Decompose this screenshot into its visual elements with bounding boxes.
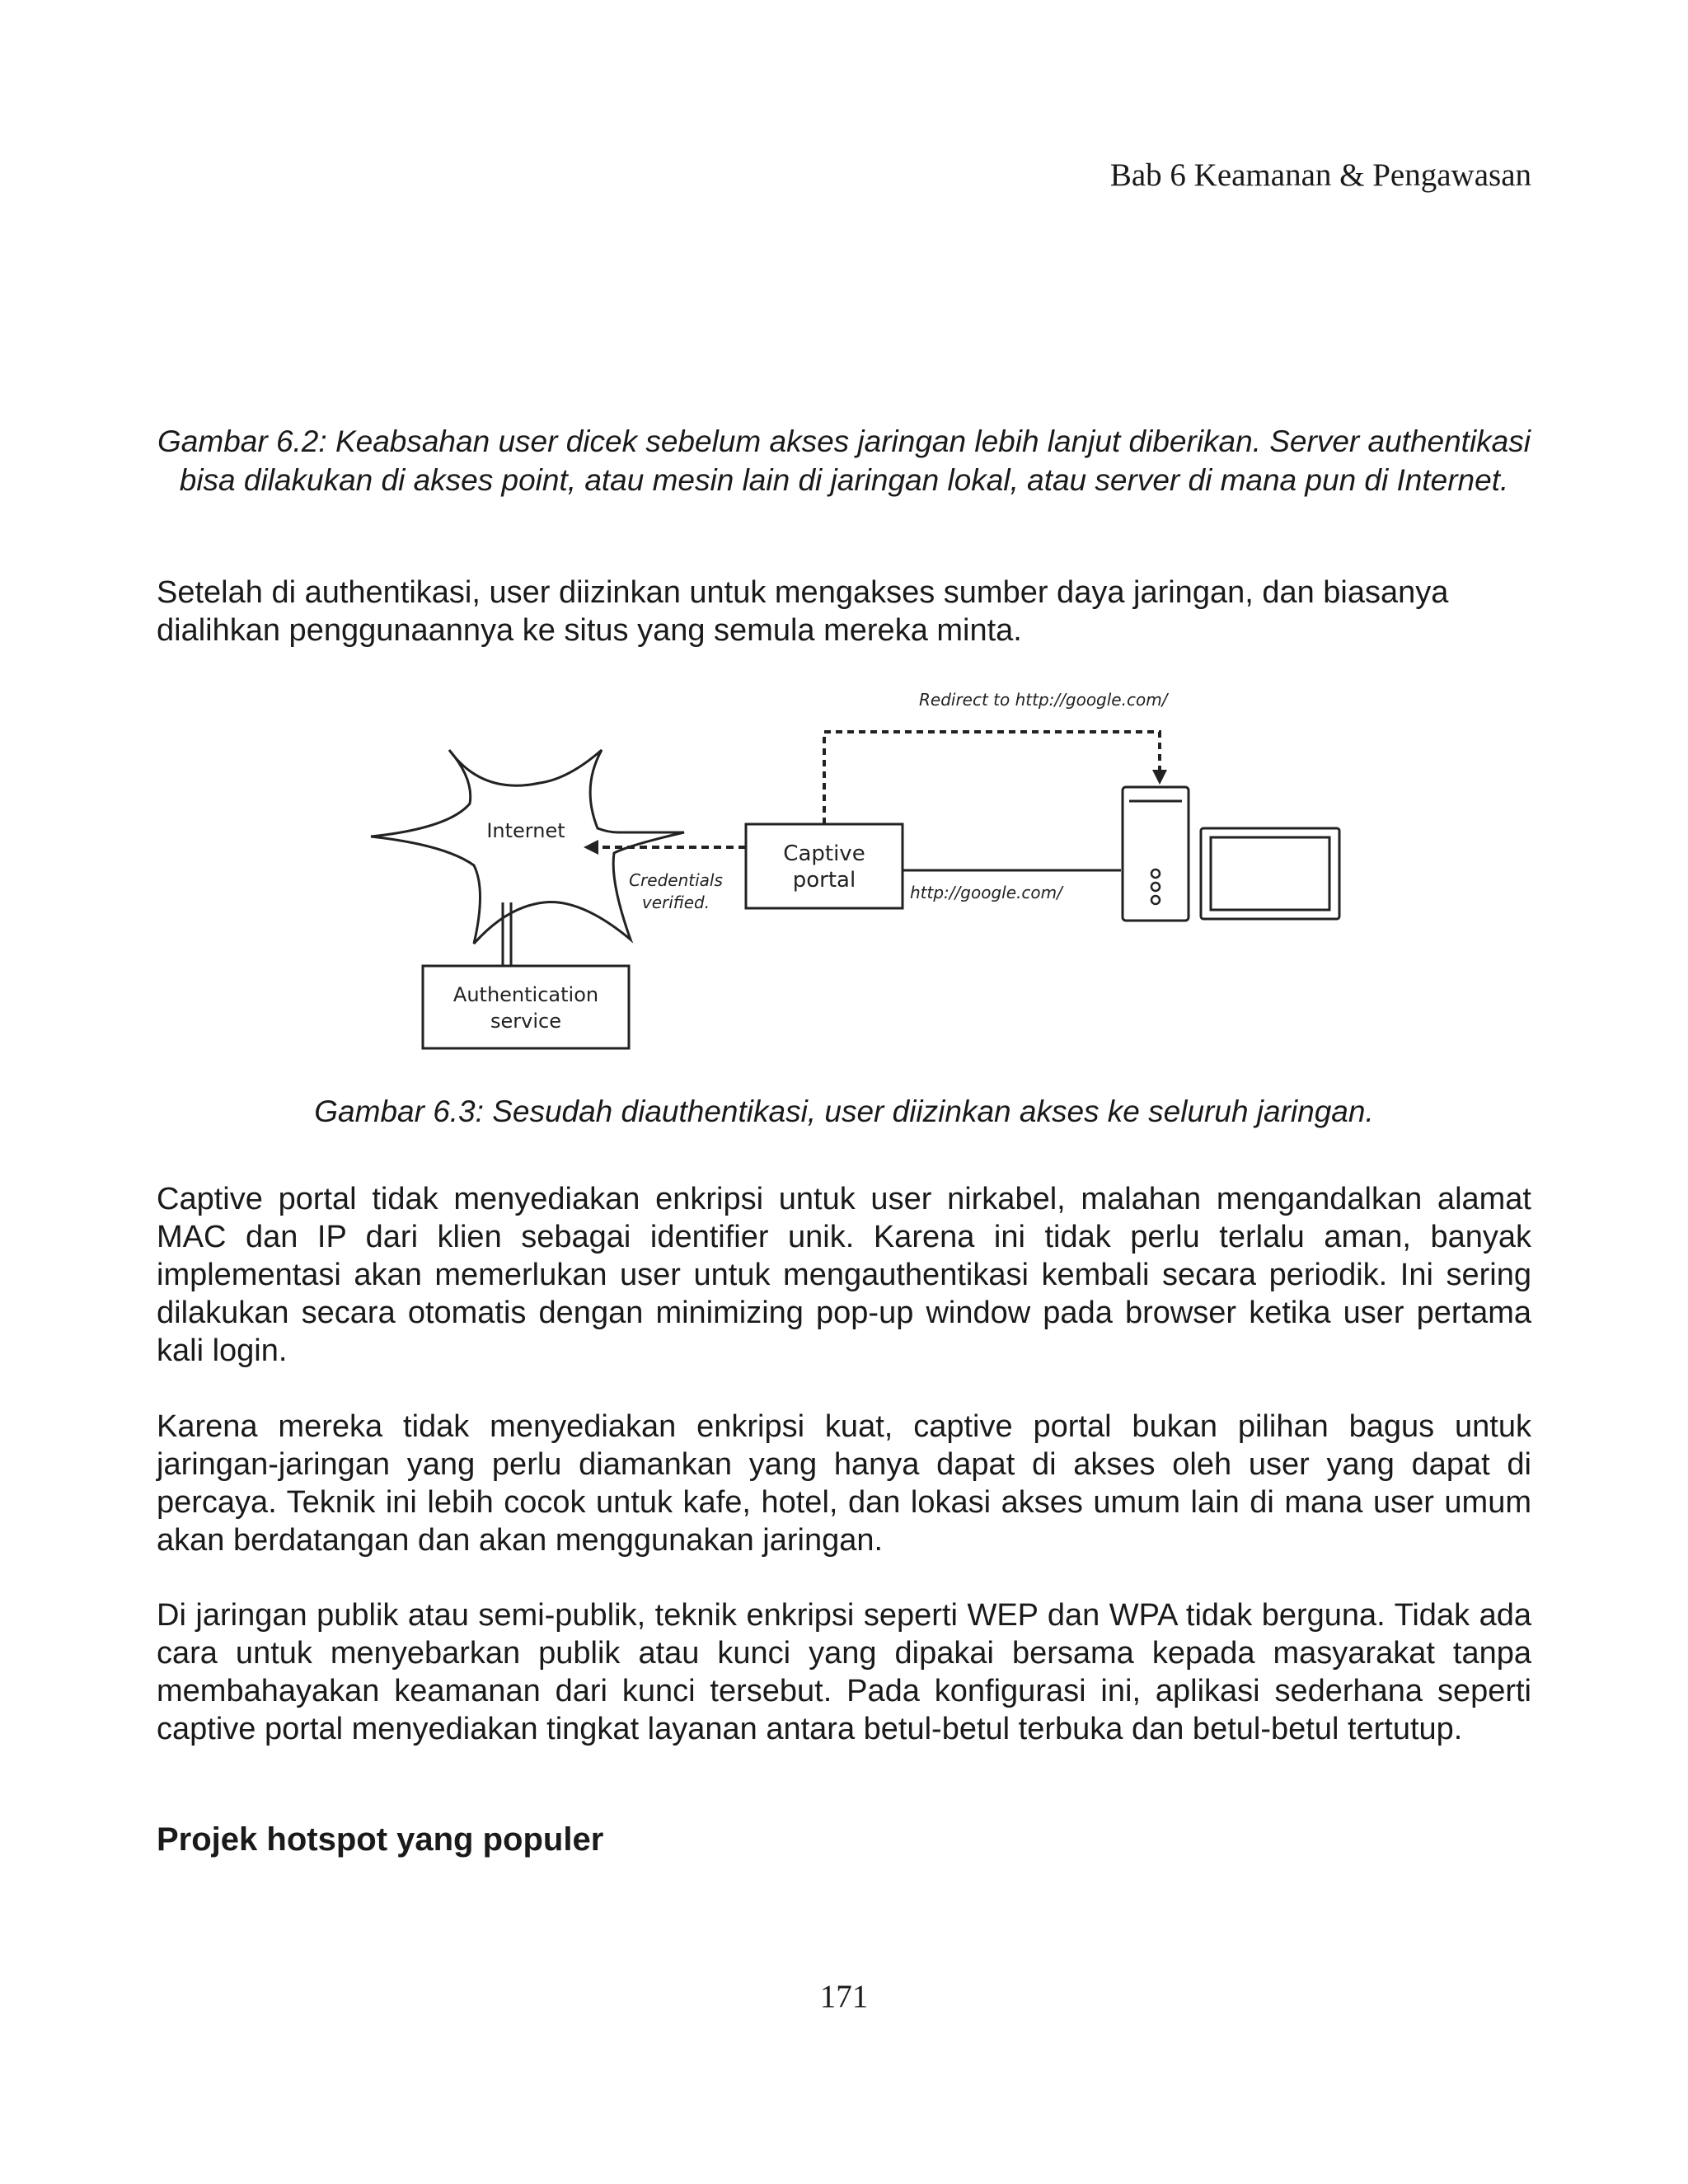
section-heading: Projek hotspot yang populer — [157, 1821, 604, 1858]
captive-portal-box — [746, 824, 903, 908]
monitor-icon — [1201, 828, 1339, 919]
redirect-dashed-path — [824, 732, 1160, 824]
diagram-svg — [346, 676, 1368, 1063]
figure-6-2-caption: Gambar 6.2: Keabsahan user dicek sebelum akses jaringan lebih lanjut diberikan. Server authentikasi bisa dilakukan di akses point, atau mesin lain di jaringan lokal, atau server di mana pun di Internet. — [157, 424, 1531, 497]
captive-portal-label-line2: portal — [792, 868, 856, 893]
http-url-label: http://google.com/ — [910, 883, 1062, 902]
page-number: 171 — [819, 1979, 869, 2014]
credentials-label-line1: Credentials — [629, 870, 723, 890]
redirect-label: Redirect to http://google.com/ — [919, 690, 1168, 710]
internet-label: Internet — [486, 819, 565, 842]
credentials-label-line2: verified. — [641, 893, 710, 912]
authentication-service-box — [423, 966, 629, 1048]
paragraph-captive-portal-encryption: Captive portal tidak menyediakan enkripsi untuk user nirkabel, malahan mengandalkan alamat MAC dan IP dari klien sebagai identifier unik. Karena ini tidak perlu terlalu aman, banyak implementasi akan memerlukan user untuk mengauthentikasi kembali secara periodik. Ini sering dilakukan secara otomatis dengan minimizing pop-up window pada browser ketika user pertama kali login. — [157, 1182, 1531, 1368]
captive-portal-diagram — [346, 676, 1368, 1063]
paragraph-strong-encryption: Karena mereka tidak menyediakan enkripsi kuat, captive portal bukan pilihan bagus untuk jaringan-jaringan yang perlu diamankan yang hanya dapat di akses oleh user yang dapat di percaya. Teknik ini lebih cocok untuk kafe, hotel, dan lokasi akses umum lain di mana user umum akan berdatangan dan akan menggunakan jaringan. — [157, 1409, 1531, 1558]
captive-portal-label-line1: Captive — [783, 841, 865, 866]
auth-label-line1: Authentication — [452, 983, 599, 1006]
auth-label-line2: service — [490, 1010, 561, 1033]
redirect-arrowhead-icon — [1152, 770, 1167, 785]
paragraph-after-auth: Setelah di authentikasi, user diizinkan untuk mengakses sumber daya jaringan, dan biasanya dialihkan penggunaannya ke situs yang semula mereka minta. — [157, 575, 1449, 648]
computer-tower-icon — [1123, 787, 1189, 921]
credentials-arrowhead-icon — [584, 840, 598, 855]
figure-6-3-caption: Gambar 6.3: Sesudah diauthentikasi, user diizinkan akses ke seluruh jaringan. — [314, 1094, 1374, 1128]
internet-cloud-icon — [371, 750, 684, 944]
paragraph-public-networks: Di jaringan publik atau semi-publik, teknik enkripsi seperti WEP dan WPA tidak berguna. Tidak ada cara untuk menyebarkan publik atau kunci yang dipakai bersama kepada masyarakat tanpa membahayakan keamanan dari kunci tersebut. Pada konfigurasi ini, aplikasi sederhana seperti captive portal menyediakan tingkat layanan antara betul-betul terbuka dan betul-betul tertutup. — [157, 1598, 1531, 1746]
running-header: Bab 6 Keamanan & Pengawasan — [1109, 157, 1531, 193]
